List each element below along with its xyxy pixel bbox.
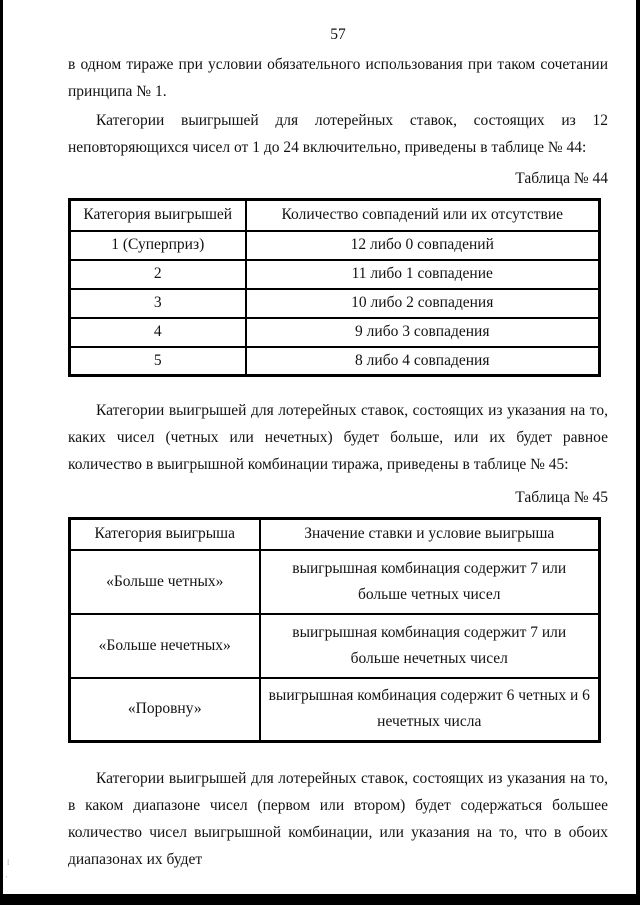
table-row	[70, 260, 600, 289]
table-45	[68, 517, 601, 743]
page-number: 57	[330, 26, 346, 43]
table-row	[70, 289, 600, 318]
table-cell: 5	[70, 347, 246, 376]
table-row	[70, 678, 600, 742]
table-row	[70, 318, 600, 347]
table-44	[68, 198, 601, 377]
scan-artifact: ·	[5, 872, 8, 882]
table-cell: «Больше нечетных»	[70, 614, 260, 678]
table-cell: выигрышная комбинация содержит 6 четных и 6 нечетных числа	[260, 678, 600, 742]
table-cell: 2	[70, 260, 246, 289]
table-cell: 1 (Суперприз)	[70, 231, 246, 260]
table-header-cell: Категория выигрыша	[70, 519, 260, 550]
table-header-cell: Количество совпадений или их отсутствие	[246, 200, 600, 231]
paragraph-table45-intro: Категории выигрышей для лотерейных ставок, состоящих из указания на то, каких чисел (четных или нечетных) будет больше, или их будет равное количество в выигрышной комбинации тиража, приведены в таблице № 45:	[68, 402, 608, 473]
table-cell: 11 либо 1 совпадение	[246, 260, 600, 289]
paragraph-continuation: в одном тираже при условии обязательного использования при таком сочетании принципа № 1.	[68, 56, 608, 100]
table-cell: 12 либо 0 совпадений	[246, 231, 600, 260]
table-cell: 10 либо 2 совпадения	[246, 289, 600, 318]
table-cell: 9 либо 3 совпадения	[246, 318, 600, 347]
paragraph-table44-intro: Категории выигрышей для лотерейных ставок, состоящих из 12 неповторяющихся чисел от 1 до 24 включительно, приведены в таблице № 44:	[68, 112, 608, 156]
table-header-row	[70, 519, 600, 550]
table-cell: выигрышная комбинация содержит 7 или больше четных чисел	[260, 550, 600, 614]
scan-artifact: ᎒	[7, 857, 10, 867]
table-cell: выигрышная комбинация содержит 7 или больше нечетных чисел	[260, 614, 600, 678]
table-cell: «Поровну»	[70, 678, 260, 742]
scan-edge-bottom	[0, 894, 640, 905]
table-header-cell: Значение ставки и условие выигрыша	[260, 519, 600, 550]
table-header-cell: Категория выигрышей	[70, 200, 246, 231]
table-45-caption: Таблица № 45	[515, 489, 608, 506]
page-content	[68, 0, 608, 873]
table-row	[70, 231, 600, 260]
table-row	[70, 347, 600, 376]
paragraph-table46-intro: Категории выигрышей для лотерейных ставок, состоящих из указания на то, в каком диапазоне чисел (первом или втором) будет содержаться большее количество чисел выигрышной комбинации, или указания на то, что в обоих диапазонах их будет	[68, 770, 608, 868]
table-cell: «Больше четных»	[70, 550, 260, 614]
table-44-caption: Таблица № 44	[515, 170, 608, 187]
table-row	[70, 550, 600, 614]
table-cell: 3	[70, 289, 246, 318]
table-cell: 4	[70, 318, 246, 347]
table-header-row	[70, 200, 600, 231]
table-row	[70, 614, 600, 678]
scan-edge-right	[636, 0, 640, 905]
scan-edge-left	[0, 0, 3, 905]
table-cell: 8 либо 4 совпадения	[246, 347, 600, 376]
